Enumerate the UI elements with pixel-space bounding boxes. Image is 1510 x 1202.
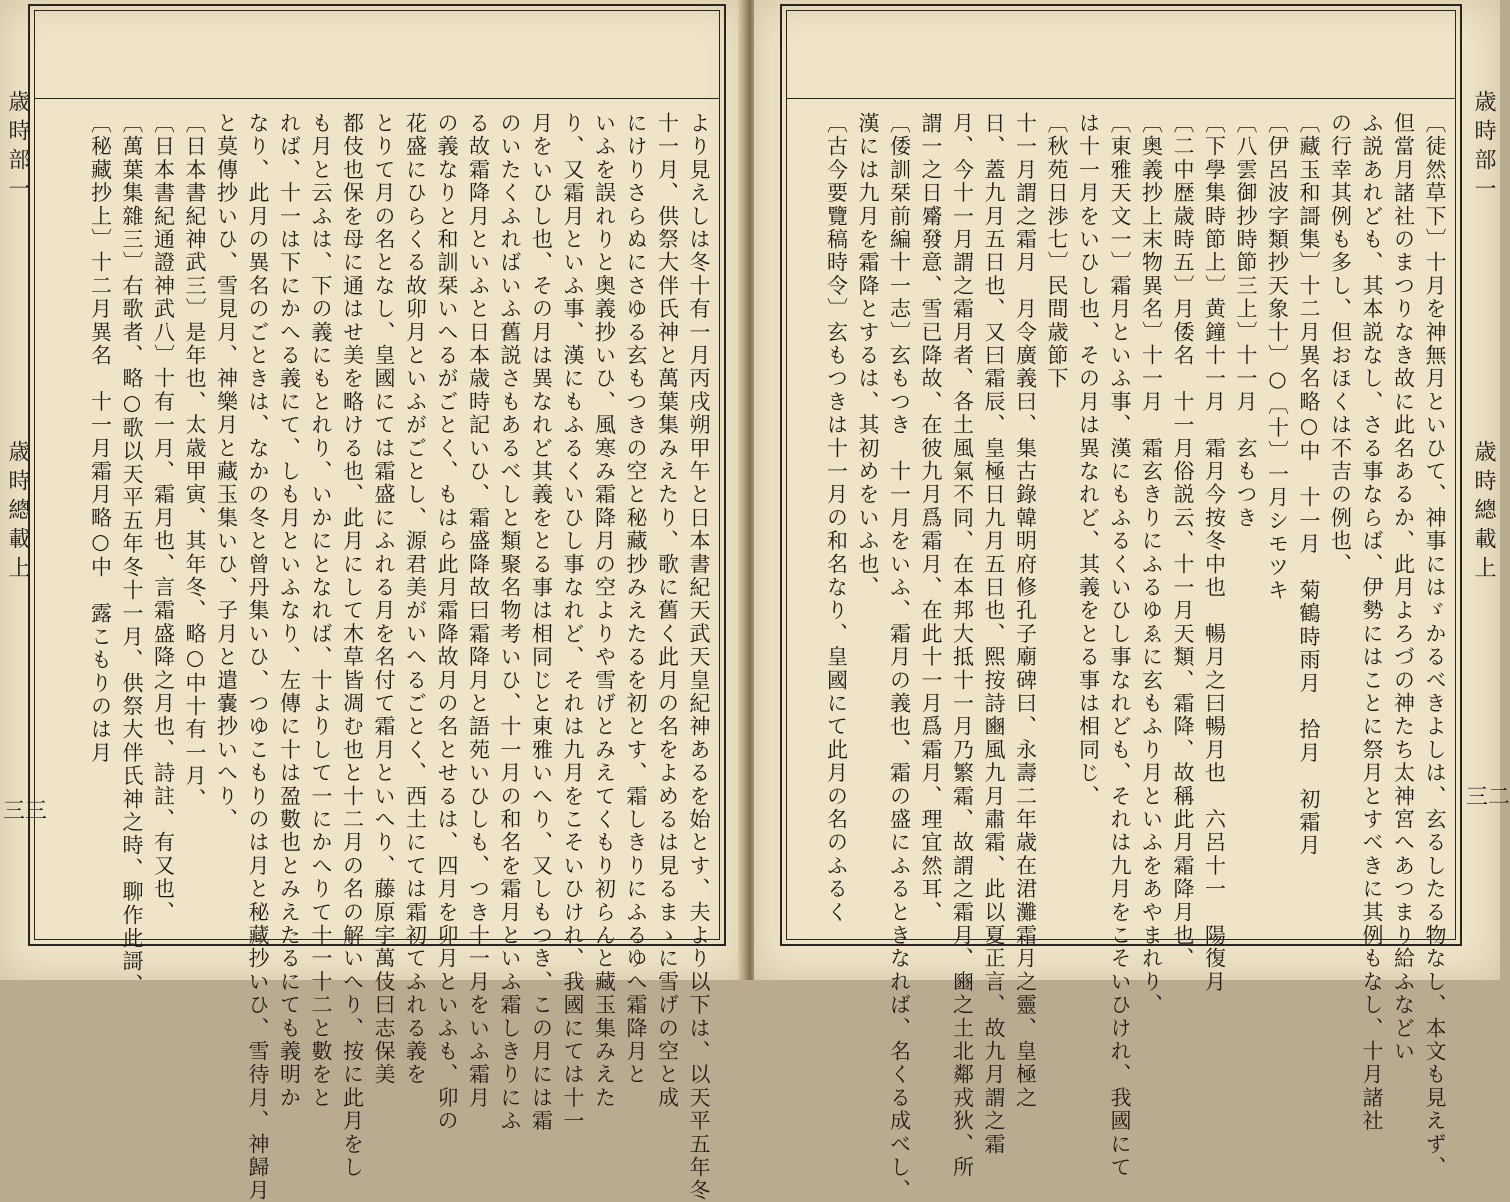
text-column: る故霜降月といふと日本歳時記いひ、霜盛降故曰霜降月と語苑いひしも、つき十一月をいふ霜月 — [466, 112, 491, 1110]
text-column: 十一月謂之霜月 月令廣義曰、集古錄韓明府修孔子廟碑曰、永壽二年歳在涒灘霜月之靈、皇極之 — [1013, 112, 1038, 1110]
text-column: のいたくふればいふ舊説さもあるべしと類聚名物考いひ、十一月の和名を霜月といふ霜しきりにふ — [498, 112, 522, 1133]
text-column: とりて月の名となし、皇國にては霜盛にふれる月を名付て霜月といへり、藤原宇萬伎曰志保美 — [372, 112, 396, 1087]
text-column: 月、今十一月謂之霜月者、各土風氣不同、在本邦大抵十一月乃繁霜、故謂之霜月、豳之土北鄰戎狄、所 — [950, 112, 975, 1180]
left-header-section: 歳時總載上 — [5, 440, 30, 585]
text-column: と莫傳抄いひ、雪見月、神樂月と藏玉集いひ、子月と遣嚢抄いへり、 — [214, 112, 239, 832]
text-column: ふ説あれども、其本説なし、さる事ならば、伊勢にはことに祭月とすべきに其例もなし、十月諸社 — [1360, 112, 1384, 1133]
text-column: にけりさらぬにさゆる玄もつきの空と秘藏抄みえたるを初とす、霜しきりにふるゆへ霜降月と — [624, 112, 648, 1087]
text-column: 〔藏玉和謌集〕十二月異名略○中 十一月 菊鶴時雨月 拾月 初霜月 — [1297, 112, 1321, 858]
text-column: り、又霜月といふ事、漢にもふるくいひし事なれど、それは九月をこそいひけれ、我國にては十一 — [561, 112, 585, 1133]
text-column: 〔東雅天文一〕霜月といふ事、漢にもふるくいひし事なれども、それは九月をこそいひけれ、我國にて — [1108, 112, 1132, 1180]
text-column: 月をいひし也、その月は異なれど其義をとる事は相同じと東雅いへり、又しもつき、この月には霜 — [529, 112, 554, 1133]
text-column: 〔下學集時節上〕黄鐘十一月 霜月今按冬中也 暢月之曰暢月也 六呂十一 陽復月 — [1202, 112, 1227, 994]
text-column: 〔秘藏抄上〕十二月異名 十一月霜月略○中 露こもりのは月 — [88, 112, 113, 765]
text-column: なり、此月の異名のごときは、なかの冬と曾丹集いひ、つゆこもりのは月と秘藏抄いひ、雪待月、神歸月 — [246, 112, 270, 1202]
text-column: れば、十一は下にかへる義にて、しも月といふなり、左傳に十は盈數也とみえたるにても義明か — [277, 112, 302, 1110]
text-column: の義なりと和訓栞いへるがごとく、もはら此月霜降故月の名とせるは、四月を卯月といふも、卯の — [435, 112, 459, 1133]
text-column: 〔萬葉集雜三〕右歌者、略○歌以天平五年冬十一月、供祭大伴氏神之時、聊作此謌、 — [120, 112, 144, 997]
text-column: 日、蓋九月五日也、又曰霜辰、皇極日九月五日也、熙按詩豳風九月肅霜、此以夏正言、故九月謂之霜 — [982, 112, 1006, 1156]
right-header-chapter: 歳時部一 — [1471, 90, 1496, 206]
right-page — [754, 0, 1510, 1202]
text-column: より見えしは冬十有一月丙戌朔甲午と日本書紀天武天皇紀神あるを始とす、夫より以下は、以天平五年冬 — [687, 112, 711, 1202]
text-column: 〔秋苑日渉七〕民間歳節下 — [1045, 112, 1069, 391]
text-column: 〔古今要覽稿時令〕玄もつきは十一月の和名なり、皇國にて此月の名のふるく — [824, 112, 849, 925]
text-column: 〔日本書紀神武三〕是年也、太歳甲寅、其年冬、略○中十有一月、 — [183, 112, 207, 811]
right-header-rule — [786, 98, 1456, 99]
text-column: は十一月をいひし也、その月は異なれど、其義をとる事は相同じ、 — [1076, 112, 1101, 808]
text-column: 謂一之日觱發意、雪已降故、在彼九月爲霜月、在此十一月爲霜月、理宜然耳、 — [919, 112, 943, 924]
right-page-number: 三二 — [1466, 785, 1510, 810]
text-column: も月と云ふは、下の義にもとれり、いかにとなれば、十よりして一にかへりて十一十二と數をと — [309, 112, 333, 1110]
text-column: 〔日本書紀通證神武八〕十有一月、霜月也、言霜盛降之月也、詩註、有又也、 — [151, 112, 176, 924]
text-column: 十一月、供祭大伴氏神と萬葉集みえたり、歌に舊く此月の名をよめるは見るまゝに雪げの空と成 — [655, 112, 680, 1110]
left-page-number: 三三 — [3, 799, 48, 824]
left-page — [0, 0, 746, 1202]
text-column: 〔八雲御抄時節三上〕十一月 玄もつき — [1234, 112, 1258, 530]
text-column: 〔伊呂波字類抄天象十〕○〔十〕一月シモツキ — [1265, 112, 1290, 603]
text-column: 〔倭訓栞前編十一志〕玄もつき 十一月をいふ、霜月の義也、霜の盛にふるときなれば、名くる成べし、 — [887, 112, 912, 1202]
text-column: 漢には九月を霜降とするは、其初めをいふ也、 — [856, 112, 880, 600]
text-column: 都伎也保を母に通はせ美を略ける也、此月にして木草皆凋む也と十二月の名の解いへり、按に此月をし — [340, 112, 365, 1180]
left-main-text — [36, 112, 714, 1202]
text-column: 但當月諸社のまつりなき故に此名あるか、此月よろづの神たち太神宮へあつまり給ふなどい — [1391, 112, 1416, 1064]
left-header-chapter: 歳時部一 — [5, 90, 30, 206]
right-main-text — [788, 112, 1450, 1202]
text-column: いふを誤れりと奥義抄いひ、風寒み霜降月の空よりや雪げとみえてくもり初らんと藏玉集みえた — [592, 112, 617, 1110]
text-column: の行幸其例も多し、但おほくは不吉の例也、 — [1328, 112, 1353, 576]
text-column: 〔二中歴歳時五〕月倭名 十一月俗説云、十一月天類、霜降、故稱此月霜降月也、 — [1171, 112, 1195, 971]
text-column: 〔徒然草下〕十月を神無月といひて、神事にはゞかるべきよしは、玄るしたる物なし、本文も見えず、 — [1423, 112, 1447, 1180]
left-header-rule — [34, 98, 720, 99]
right-header-section: 歳時總載上 — [1471, 440, 1496, 585]
text-column: 〔奥義抄上末物異名〕十一月 霜玄きりにふるゆゑに玄もふり月といふをあやまれり、 — [1139, 112, 1164, 1017]
text-column: 花盛にひらくる故卯月といふがごとし、源君美がいへるごとく、西土にては霜初てふれる義を — [403, 112, 428, 1087]
